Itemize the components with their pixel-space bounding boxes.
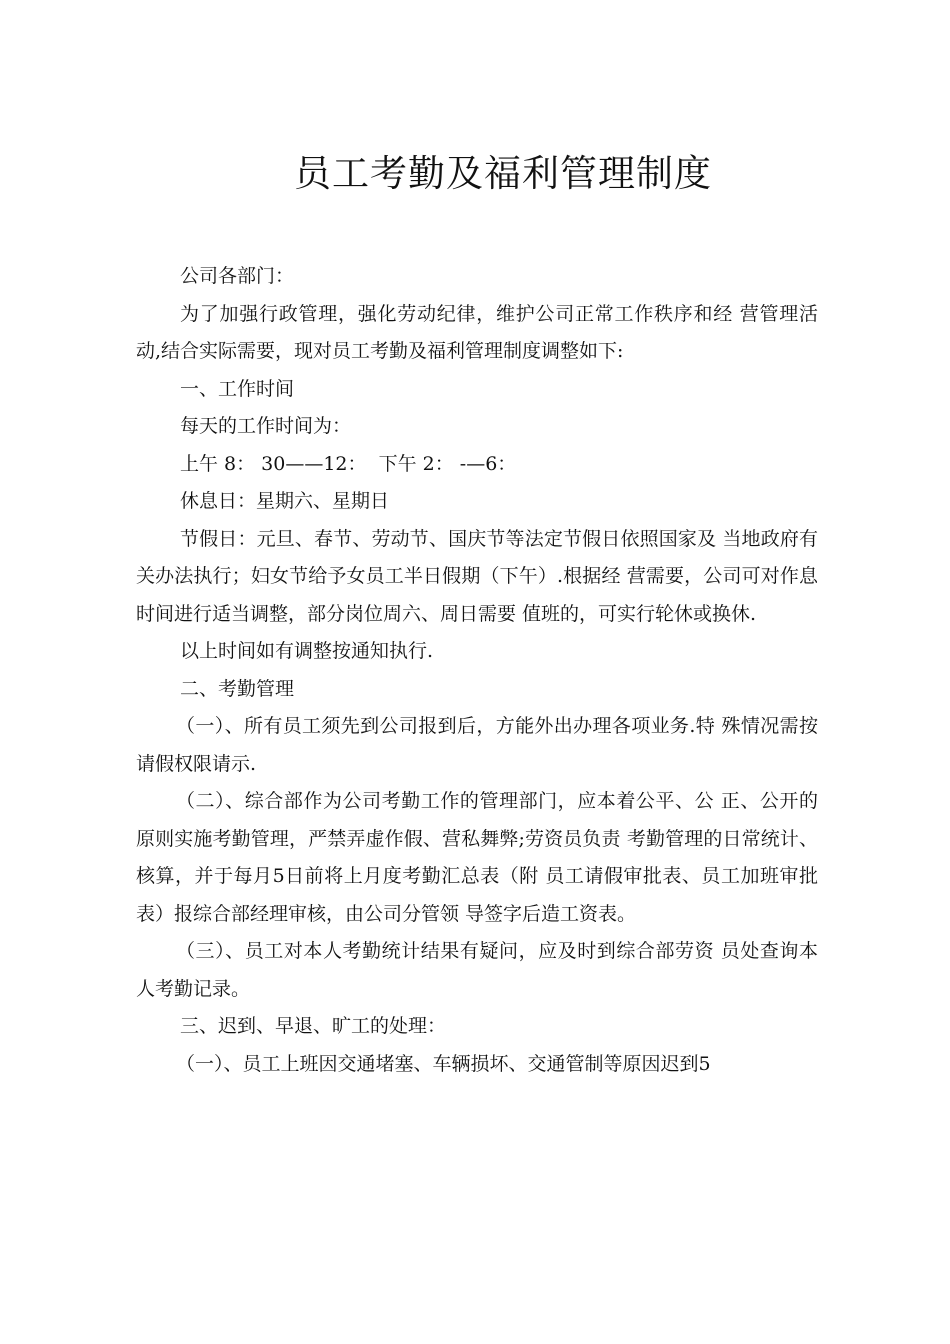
paragraph-rest-days: 休息日：星期六、星期日 bbox=[180, 490, 390, 512]
attendance-item-2: （二）、综合部作为公司考勤工作的管理部门，应本着公平、公 正、公开的原则实施考勤管理，严禁弄虚作假、营私舞弊;劳资员负责 考勤管理的日常统计、核算，并于每月5日前将上月度考勤汇总表（附 员工请假审批表、员工加班审批表）报综合部经理审核，由公司分管领 导签字后造工资表。 bbox=[136, 790, 818, 925]
paragraph-daily-hours: 上午 8： 30——12： 下午 2： -—6： bbox=[180, 452, 517, 475]
section-heading-attendance: 二、考勤管理 bbox=[180, 677, 295, 700]
attendance-item-1: （一）、所有员工须先到公司报到后，方能外出办理各项业务.特 殊情况需按请假权限请示. bbox=[136, 715, 818, 775]
section-heading-lateness: 三、迟到、早退、旷工的处理： bbox=[180, 1015, 447, 1037]
lateness-item-1: （一）、员工上班因交通堵塞、车辆损坏、交通管制等原因迟到5 bbox=[176, 1052, 711, 1075]
paragraph-daily-hours-label: 每天的工作时间为： bbox=[180, 415, 352, 437]
paragraph-adjustment-note: 以上时间如有调整按通知执行. bbox=[180, 640, 434, 662]
paragraph-holidays: 节假日：元旦、春节、劳动节、国庆节等法定节假日依照国家及 当地政府有关办法执行；妇女节给予女员工半日假期（下午）.根据经 营需要，公司可对作息时间进行适当调整，部分岗位周六、周日需要 值班的，可实行轮休或换休. bbox=[136, 527, 818, 625]
salutation: 公司各部门： bbox=[180, 265, 295, 287]
section-heading-work-time: 一、工作时间 bbox=[180, 377, 295, 400]
intro-paragraph: 为了加强行政管理，强化劳动纪律，维护公司正常工作秩序和经 营管理活动,结合实际需要，现对员工考勤及福利管理制度调整如下: bbox=[136, 302, 818, 362]
document-body bbox=[136, 258, 818, 1083]
attendance-item-3: （三）、员工对本人考勤统计结果有疑问，应及时到综合部劳资 员处查询本人考勤记录。 bbox=[136, 940, 818, 1000]
document-title: 员工考勤及福利管理制度 bbox=[294, 152, 712, 195]
